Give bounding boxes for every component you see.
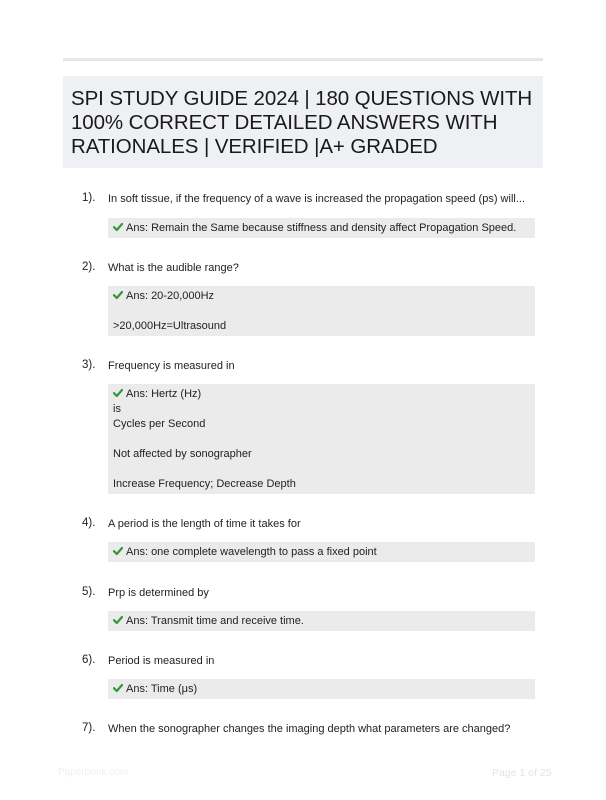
top-divider [63, 58, 543, 61]
answer-text: Ans: Hertz (Hz) [126, 388, 202, 400]
page-number: Page 1 of 25 [492, 767, 552, 779]
answer-box [108, 542, 535, 562]
answer-box [108, 679, 535, 699]
checkmark-icon [113, 290, 123, 300]
answer-line [113, 682, 530, 697]
question-text: Period is measured in [108, 655, 215, 667]
checkmark-icon [113, 222, 123, 232]
answer-text: Ans: one complete wavelength to pass a fixed point [126, 546, 377, 558]
answer-line: Increase Frequency; Decrease Depth [113, 478, 296, 490]
question-text: Prp is determined by [108, 587, 209, 599]
answer-line: is [113, 403, 121, 415]
answer-line: >20,000Hz=Ultrasound [113, 320, 227, 332]
answer-line [113, 289, 530, 304]
checkmark-icon [113, 683, 123, 693]
answer-box [108, 611, 535, 631]
checkmark-icon [113, 388, 123, 398]
document-title: SPI STUDY GUIDE 2024 | 180 QUESTIONS WITH 100% CORRECT DETAILED ANSWERS WITH RATIONALES | VERIFIED |A+ GRADED [71, 87, 533, 158]
question-text: In soft tissue, if the frequency of a wave is increased the propagation speed (ps) will... [108, 193, 526, 205]
answer-text: Ans: Remain the Same because stiffness and density affect Propagation Speed. [126, 222, 517, 234]
question-text: What is the audible range? [108, 262, 239, 274]
answer-text: Ans: Transmit time and receive time. [126, 615, 304, 627]
answer-line [113, 432, 530, 447]
question-number: 7). [82, 722, 96, 734]
footer-brand: Paperbook.com [58, 767, 129, 778]
answer-box [108, 218, 535, 238]
answer-line [113, 614, 530, 629]
answer-line: Cycles per Second [113, 418, 206, 430]
question-number: 1). [82, 192, 96, 204]
question-number: 4). [82, 517, 96, 529]
answer-box [108, 286, 535, 336]
question-number: 2). [82, 261, 96, 273]
question-text: When the sonographer changes the imaging depth what parameters are changed? [108, 723, 511, 735]
question-number: 5). [82, 586, 96, 598]
answer-line [113, 462, 530, 477]
answer-line [113, 387, 530, 402]
answer-text: Ans: Time (μs) [126, 683, 198, 695]
question-number: 3). [82, 359, 96, 371]
question-text: Frequency is measured in [108, 360, 235, 372]
answer-text: Ans: 20-20,000Hz [126, 290, 215, 302]
title-banner [63, 76, 543, 168]
checkmark-icon [113, 615, 123, 625]
answer-line: Not affected by sonographer [113, 448, 252, 460]
checkmark-icon [113, 546, 123, 556]
answer-line [113, 304, 530, 319]
answer-box [108, 384, 535, 494]
answer-line [113, 545, 530, 560]
question-number: 6). [82, 654, 96, 666]
question-text: A period is the length of time it takes for [108, 518, 301, 530]
answer-line [113, 221, 530, 236]
